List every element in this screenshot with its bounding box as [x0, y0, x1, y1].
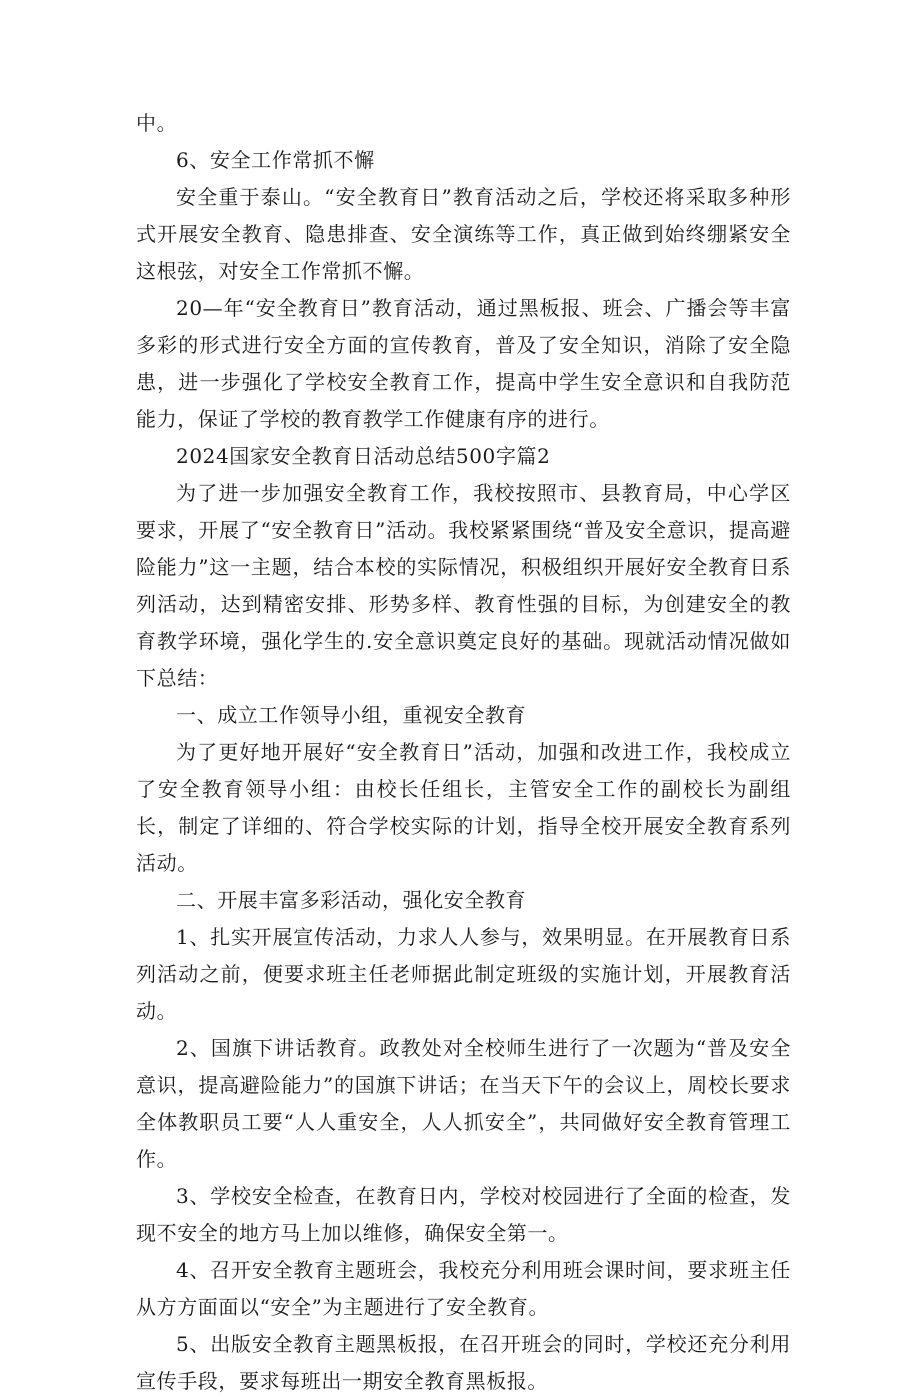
paragraph: 4、召开安全教育主题班会，我校充分利用班会课时间，要求班主任从方方面面以“安全”为主题进行了安全教育。	[136, 1258, 791, 1319]
article-title: 2024国家安全教育日活动总结500字篇2	[176, 444, 551, 468]
section-heading: 一、成立工作领导小组，重视安全教育	[176, 703, 527, 727]
paragraph: 安全重于泰山。“安全教育日”教育活动之后，学校还将采取多种形式开展安全教育、隐患排查、安全演练等工作，真正做到始终绷紧安全这根弦，对安全工作常抓不懈。	[136, 185, 791, 283]
paragraph: 5、出版安全教育主题黑板报，在召开班会的同时，学校还充分利用宣传手段，要求每班出一期安全教育黑板报。	[136, 1332, 791, 1393]
paragraph: 中。	[136, 111, 178, 135]
paragraph: 3、学校安全检查，在教育日内，学校对校园进行了全面的检查，发现不安全的地方马上加以维修，确保安全第一。	[136, 1184, 791, 1245]
section-heading: 二、开展丰富多彩活动，强化安全教育	[176, 888, 527, 912]
paragraph: 为了进一步加强安全教育工作，我校按照市、县教育局，中心学区要求，开展了“安全教育日”活动。我校紧紧围绕“普及安全意识，提高避险能力”这一主题，结合本校的实际情况，积极组织开展好安全教育日系列活动，达到精密安排、形势多样、教育性强的目标，为创建安全的教育教学环境，强化学生的.安全意识奠定良好的基础。现就活动情况做如下总结：	[136, 481, 791, 690]
paragraph: 1、扎实开展宣传活动，力求人人参与，效果明显。在开展教育日系列活动之前，便要求班主任老师据此制定班级的实施计划，开展教育活动。	[136, 925, 791, 1023]
section-heading: 6、安全工作常抓不懈	[176, 148, 375, 172]
paragraph: 2、国旗下讲话教育。政教处对全校师生进行了一次题为“普及安全意识，提高避险能力”的国旗下讲话；在当天下午的会议上，周校长要求全体教职员工要“人人重安全，人人抓安全”，共同做好安全教育管理工作。	[136, 1036, 791, 1171]
paragraph: 为了更好地开展好“安全教育日”活动，加强和改进工作，我校成立了安全教育领导小组：由校长任组长，主管安全工作的副校长为副组长，制定了详细的、符合学校实际的计划，指导全校开展安全教育系列活动。	[136, 740, 791, 875]
paragraph: 20—年“安全教育日”教育活动，通过黑板报、班会、广播会等丰富多彩的形式进行安全方面的宣传教育，普及了安全知识，消除了安全隐患，进一步强化了学校安全教育工作，提高中学生安全意识和自我防范能力，保证了学校的教育教学工作健康有序的进行。	[136, 296, 791, 431]
document-page	[136, 105, 791, 1400]
